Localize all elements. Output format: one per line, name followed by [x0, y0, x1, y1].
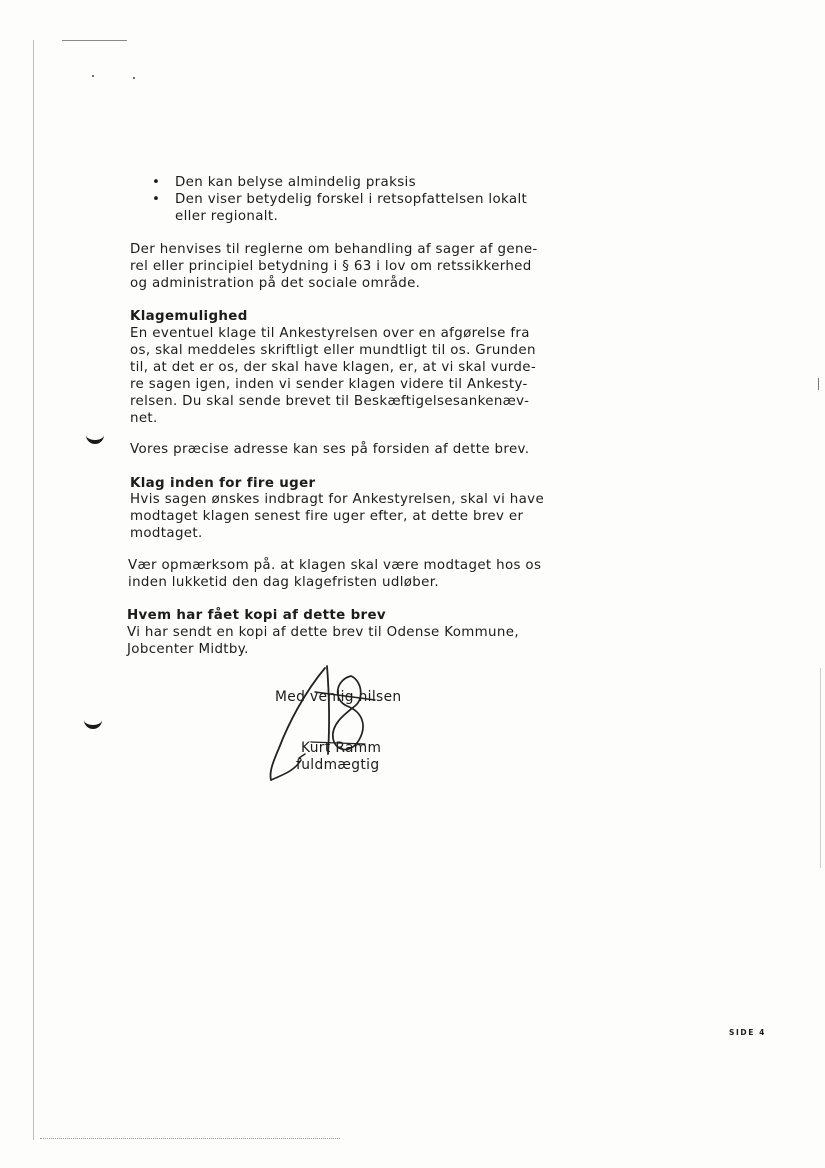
address-paragraph: Vores præcise adresse kan ses på forsiden af dette brev. — [130, 442, 530, 457]
deadline-line: Hvis sagen ønskes indbragt for Ankestyrelsen, skal vi have — [130, 492, 545, 507]
notice-paragraph-line: inden lukketid den dag klagefristen udløber. — [128, 575, 439, 590]
klagemulighed-line: re sagen igen, inden vi sender klagen videre til Ankesty- — [130, 377, 528, 392]
criteria-list — [152, 174, 527, 225]
scan-speck — [133, 77, 135, 79]
list-item: • Den kan belyse almindelig praksis — [152, 174, 527, 191]
signatory-name: Kurt Ramm — [301, 740, 382, 756]
handwritten-signature — [255, 662, 395, 787]
deadline-line: modtaget. — [130, 526, 203, 541]
scan-bottom-edge — [40, 1138, 340, 1140]
notice-paragraph-line: Vær opmærksom på. at klagen skal være modtaget hos os — [128, 558, 542, 573]
closing-greeting: Med venlig hilsen — [275, 689, 402, 705]
scan-top-mark — [62, 40, 127, 41]
scan-left-edge — [33, 40, 34, 1140]
copy-line: Jobcenter Midtby. — [127, 642, 249, 657]
klagemulighed-line: relsen. Du skal sende brevet til Beskæftigelsesankenæv- — [130, 394, 530, 409]
punch-hole-mark — [86, 432, 104, 444]
reference-paragraph-line: Der henvises til reglerne om behandling af sager af gene- — [130, 242, 538, 257]
klagemulighed-line: til, at det er os, der skal have klagen, er, at vi skal vurde- — [130, 360, 537, 375]
scan-right-mark — [820, 668, 821, 868]
scan-speck — [92, 75, 94, 77]
deadline-line: modtaget klagen senest fire uger efter, at dette brev er — [130, 509, 524, 524]
page-number: SIDE 4 — [729, 1028, 766, 1037]
klagemulighed-line: os, skal meddeles skriftligt eller mundtligt til os. Grunden — [130, 343, 536, 358]
reference-paragraph-line: rel eller principiel betydning i § 63 i lov om retssikkerhed — [130, 259, 532, 274]
scan-right-mark — [818, 378, 819, 390]
copy-line: Vi har sendt en kopi af dette brev til Odense Kommune, — [127, 625, 519, 640]
section-heading-deadline: Klag inden for fire uger — [130, 476, 316, 491]
punch-hole-mark — [84, 717, 102, 729]
section-heading-klagemulighed: Klagemulighed — [130, 309, 248, 324]
reference-paragraph-line: og administration på det sociale område. — [130, 276, 421, 291]
section-heading-copy: Hvem har fået kopi af dette brev — [127, 608, 386, 623]
list-item: • Den viser betydelig forskel i retsopfattelsen lokalt eller regionalt. — [152, 191, 527, 225]
klagemulighed-line: En eventuel klage til Ankestyrelsen over en afgørelse fra — [130, 326, 530, 341]
signatory-title: fuldmægtig — [296, 757, 380, 773]
klagemulighed-line: net. — [130, 411, 158, 426]
